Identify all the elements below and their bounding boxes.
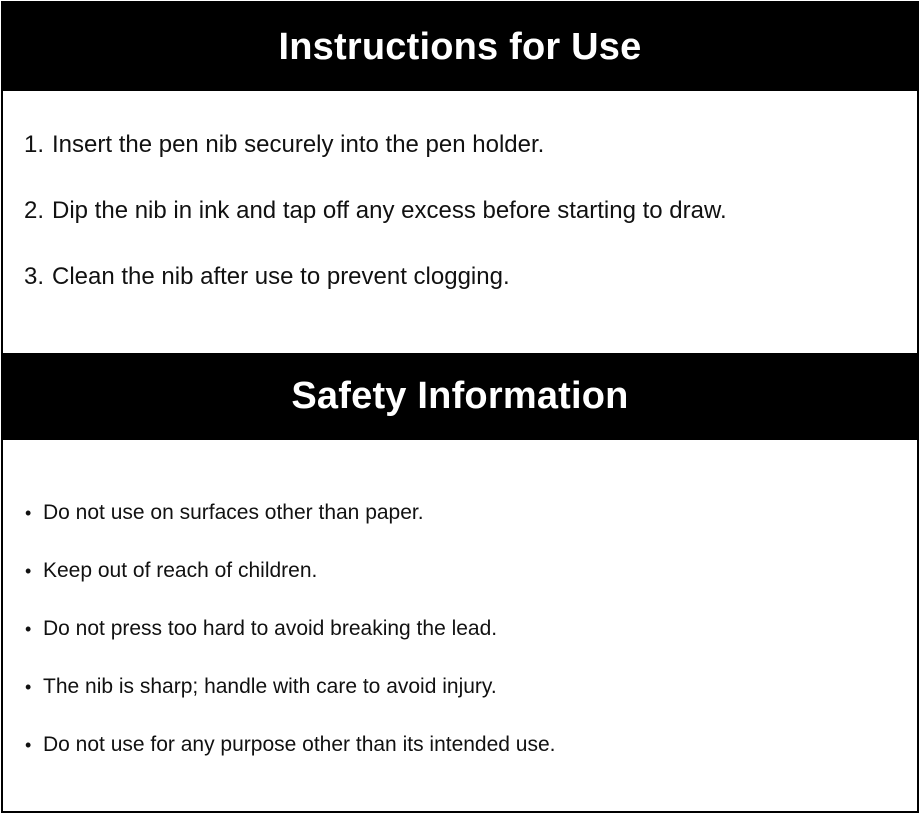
safety-title: Safety Information — [291, 375, 629, 417]
bullet-icon: • — [25, 561, 32, 581]
step-number: 2. — [24, 197, 45, 224]
safety-item — [25, 616, 917, 642]
safety-item — [25, 500, 917, 526]
safety-item — [25, 674, 917, 700]
instruction-step — [24, 263, 917, 291]
instructions-header — [3, 3, 917, 91]
instructions-title: Instructions for Use — [278, 25, 642, 68]
safety-item — [25, 732, 917, 758]
safety-list — [3, 440, 917, 758]
safety-item-text: Do not press too hard to avoid breaking the lead. — [43, 617, 498, 640]
bullet-icon: • — [25, 677, 32, 697]
step-text: Insert the pen nib securely into the pen holder. — [52, 131, 545, 158]
step-number: 3. — [24, 263, 45, 290]
step-number: 1. — [24, 131, 45, 158]
safety-item — [25, 558, 917, 584]
instruction-step — [24, 131, 917, 159]
safety-item-text: Do not use for any purpose other than its intended use. — [43, 733, 556, 756]
instruction-step — [24, 197, 917, 225]
safety-item-text: Do not use on surfaces other than paper. — [43, 501, 424, 524]
bullet-icon: • — [25, 619, 32, 639]
step-text: Dip the nib in ink and tap off any excess before starting to draw. — [52, 197, 727, 224]
bullet-icon: • — [25, 503, 32, 523]
bullet-icon: • — [25, 735, 32, 755]
instructions-list — [3, 91, 917, 353]
step-text: Clean the nib after use to prevent clogging. — [52, 263, 510, 290]
safety-item-text: The nib is sharp; handle with care to avoid injury. — [43, 675, 497, 698]
instruction-sheet — [1, 1, 919, 813]
safety-item-text: Keep out of reach of children. — [43, 559, 318, 582]
safety-header — [3, 353, 917, 440]
